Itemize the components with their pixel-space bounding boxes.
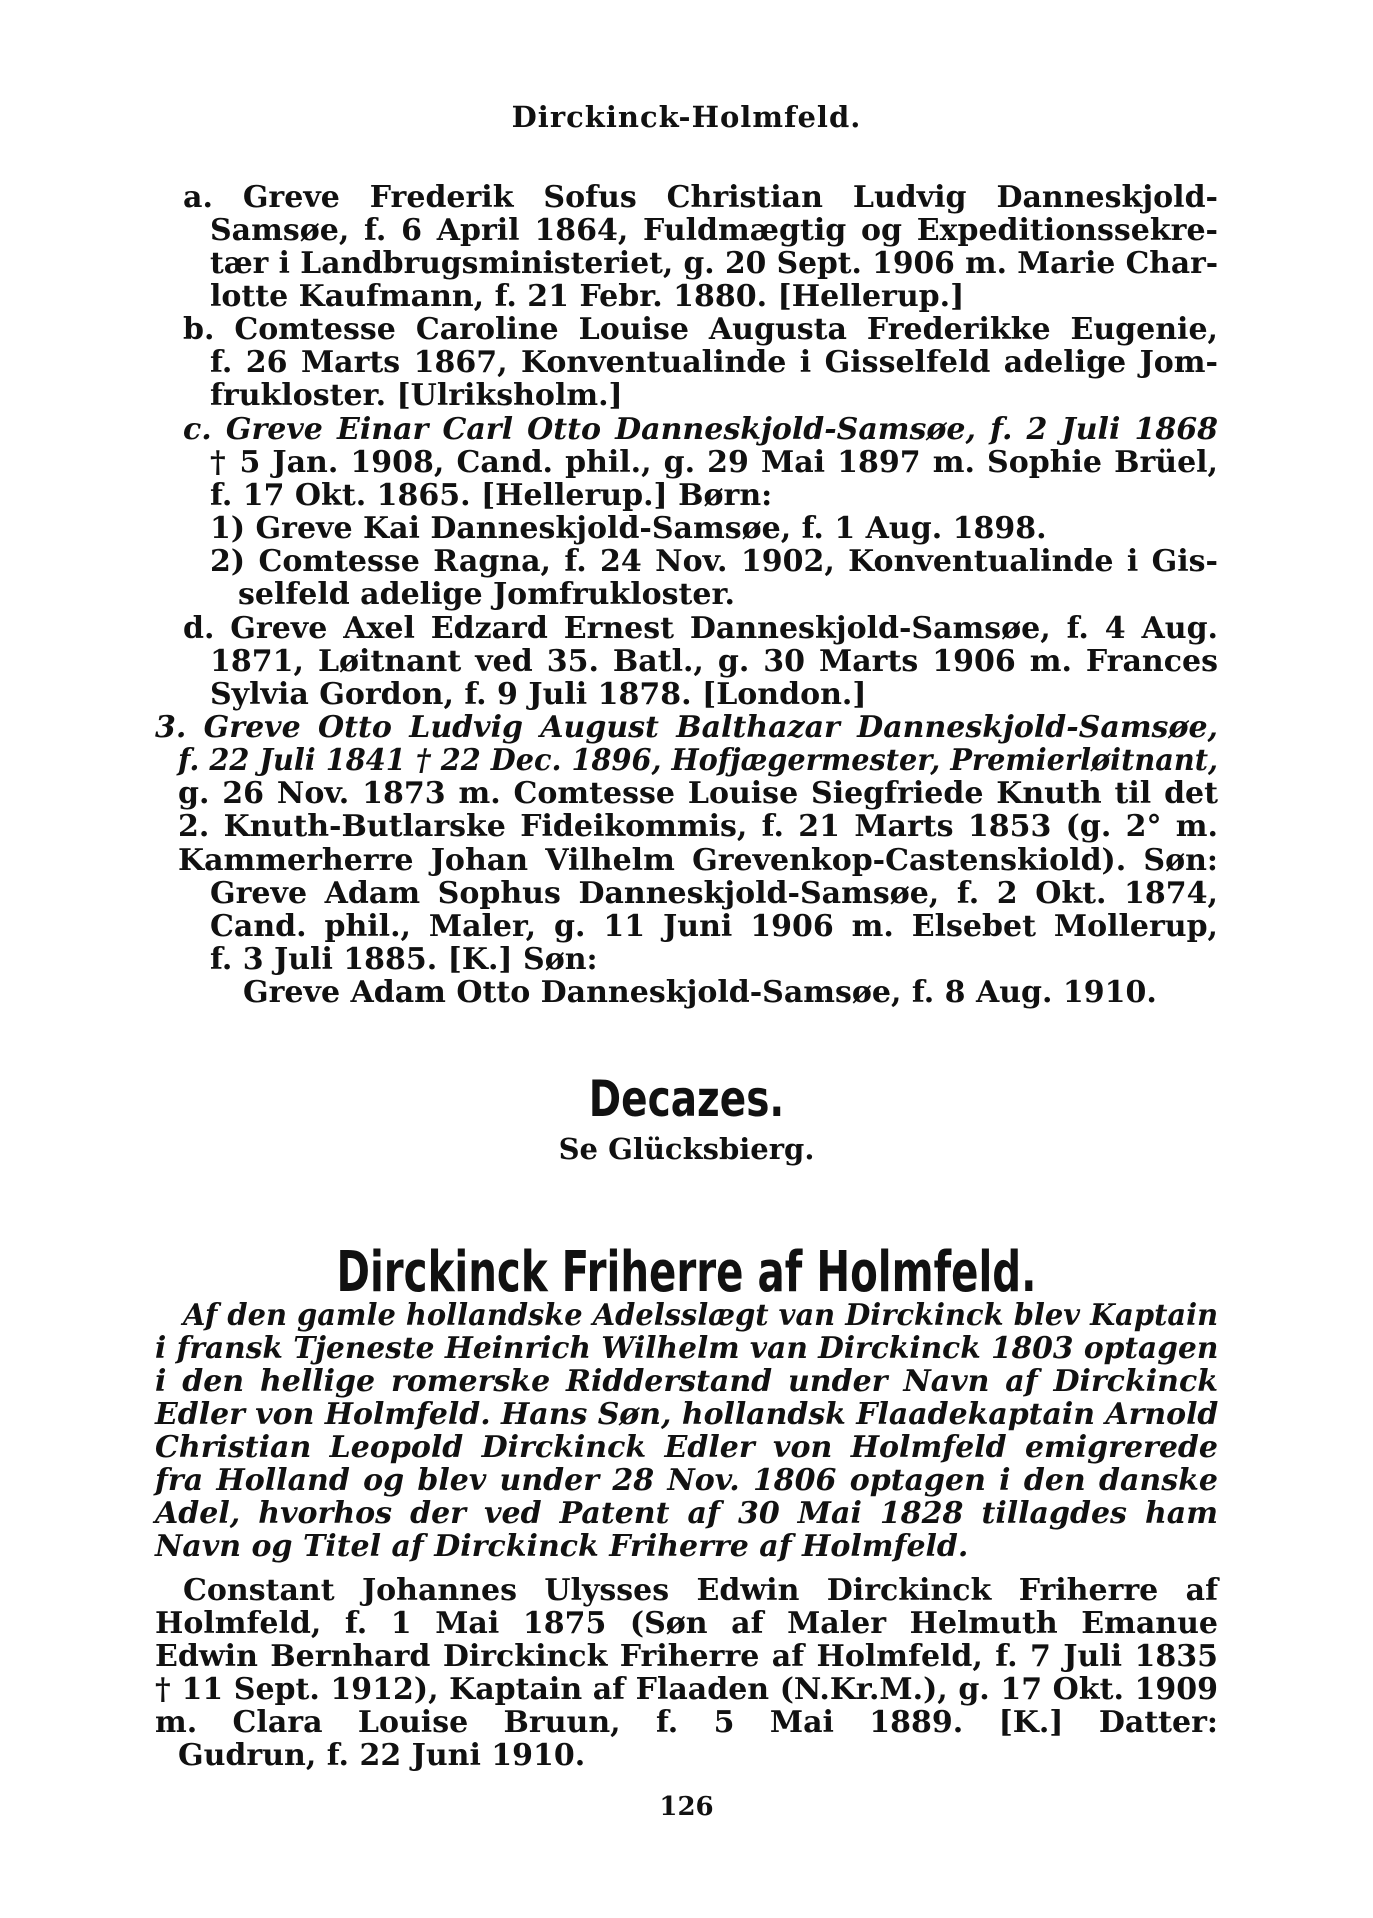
entry-line: Kammerherre Johan Vilhelm Grevenkop-Castenskiold). Søn: xyxy=(178,843,1218,878)
entry-line: lotte Kaufmann, f. 21 Febr. 1880. [Hellerup.] xyxy=(210,279,965,314)
entry-line: 1) Greve Kai Danneskjold-Samsøe, f. 1 Aug. 1898. xyxy=(210,511,1047,546)
entry-line: tær i Landbrugsministeriet, g. 20 Sept. 1906 m. Marie Char- xyxy=(210,246,1219,281)
entry-line: f. 17 Okt. 1865. [Hellerup.] Børn: xyxy=(210,478,773,513)
entry-line: f. 3 Juli 1885. [K.] Søn: xyxy=(210,942,598,977)
entry-line: 1871, Løitnant ved 35. Batl., g. 30 Marts 1906 m. Frances xyxy=(210,644,1218,679)
section-title-dirckinck: Dirckinck Friherre af Holmfeld. xyxy=(336,1240,1037,1305)
entry-line: d. Greve Axel Edzard Ernest Danneskjold-Samsøe, f. 4 Aug. xyxy=(183,611,1218,646)
intro-line: fra Holland og blev under 28 Nov. 1806 optagen i den danske xyxy=(155,1463,1218,1498)
entry-line: Constant Johannes Ulysses Edwin Dirckinck Friherre af xyxy=(183,1573,1218,1608)
intro-line: i den hellige romerske Ridderstand under Navn af Dirckinck xyxy=(155,1364,1218,1399)
running-head: Dirckinck-Holmfeld. xyxy=(511,100,862,134)
entry-line: Gudrun, f. 22 Juni 1910. xyxy=(178,1738,586,1773)
entry-line: Edwin Bernhard Dirckinck Friherre af Holmfeld, f. 7 Juli 1835 xyxy=(155,1639,1218,1674)
entry-line: 2. Knuth-Butlarske Fideikommis, f. 21 Marts 1853 (g. 2° m. xyxy=(178,809,1218,844)
entry-line: a. Greve Frederik Sofus Christian Ludvig Danneskjold- xyxy=(183,180,1218,215)
entry-line: † 11 Sept. 1912), Kaptain af Flaaden (N.Kr.M.), g. 17 Okt. 1909 xyxy=(155,1672,1218,1707)
entry-line: c. Greve Einar Carl Otto Danneskjold-Samsøe, f. 2 Juli 1868 xyxy=(183,412,1218,447)
section-title-decazes: Decazes. xyxy=(588,1070,785,1128)
entry-line: Greve Adam Sophus Danneskjold-Samsøe, f. 2 Okt. 1874, xyxy=(210,876,1218,911)
intro-line: i fransk Tjeneste Heinrich Wilhelm van Dirckinck 1803 optagen xyxy=(155,1331,1219,1366)
entry-line: 2) Comtesse Ragna, f. 24 Nov. 1902, Konventualinde i Gis- xyxy=(210,544,1218,579)
entry-line: g. 26 Nov. 1873 m. Comtesse Louise Siegfriede Knuth til det xyxy=(178,776,1218,811)
cross-reference: Se Glücksbierg. xyxy=(558,1132,815,1166)
entry-line: Sylvia Gordon, f. 9 Juli 1878. [London.] xyxy=(210,677,867,712)
entry-line: f. 22 Juli 1841 † 22 Dec. 1896, Hofjægermester, Premierløitnant, xyxy=(178,743,1218,778)
entry-line: Greve Adam Otto Danneskjold-Samsøe, f. 8 Aug. 1910. xyxy=(243,975,1157,1010)
entry-line: Cand. phil., Maler, g. 11 Juni 1906 m. Elsebet Mollerup, xyxy=(210,909,1218,944)
intro-line: Adel, hvorhos der ved Patent af 30 Mai 1828 tillagdes ham xyxy=(155,1496,1218,1531)
intro-line: Navn og Titel af Dirckinck Friherre af Holmfeld. xyxy=(155,1529,969,1564)
entry-line: † 5 Jan. 1908, Cand. phil., g. 29 Mai 1897 m. Sophie Brüel, xyxy=(210,445,1218,480)
entry-line: f. 26 Marts 1867, Konventualinde i Gisselfeld adelige Jom- xyxy=(210,345,1218,380)
entry-line: selfeld adelige Jomfrukloster. xyxy=(238,577,735,612)
entry-line: Holmfeld, f. 1 Mai 1875 (Søn af Maler Helmuth Emanue xyxy=(155,1606,1218,1641)
intro-line: Christian Leopold Dirckinck Edler von Holmfeld emigrerede xyxy=(155,1430,1218,1465)
entry-line: frukloster. [Ulriksholm.] xyxy=(210,378,623,413)
entry-line: Samsøe, f. 6 April 1864, Fuldmægtig og Expeditionssekre- xyxy=(210,213,1218,248)
page-number: 126 xyxy=(659,1792,714,1822)
entry-line: b. Comtesse Caroline Louise Augusta Frederikke Eugenie, xyxy=(183,312,1218,347)
intro-line: Edler von Holmfeld. Hans Søn, hollandsk Flaadekaptain Arnold xyxy=(155,1397,1219,1432)
intro-line: Af den gamle hollandske Adelsslægt van Dirckinck blev Kaptain xyxy=(183,1298,1219,1333)
entry-line: 3. Greve Otto Ludvig August Balthazar Danneskjold-Samsøe, xyxy=(155,710,1218,745)
entry-line: m. Clara Louise Bruun, f. 5 Mai 1889. [K.] Datter: xyxy=(155,1705,1218,1740)
